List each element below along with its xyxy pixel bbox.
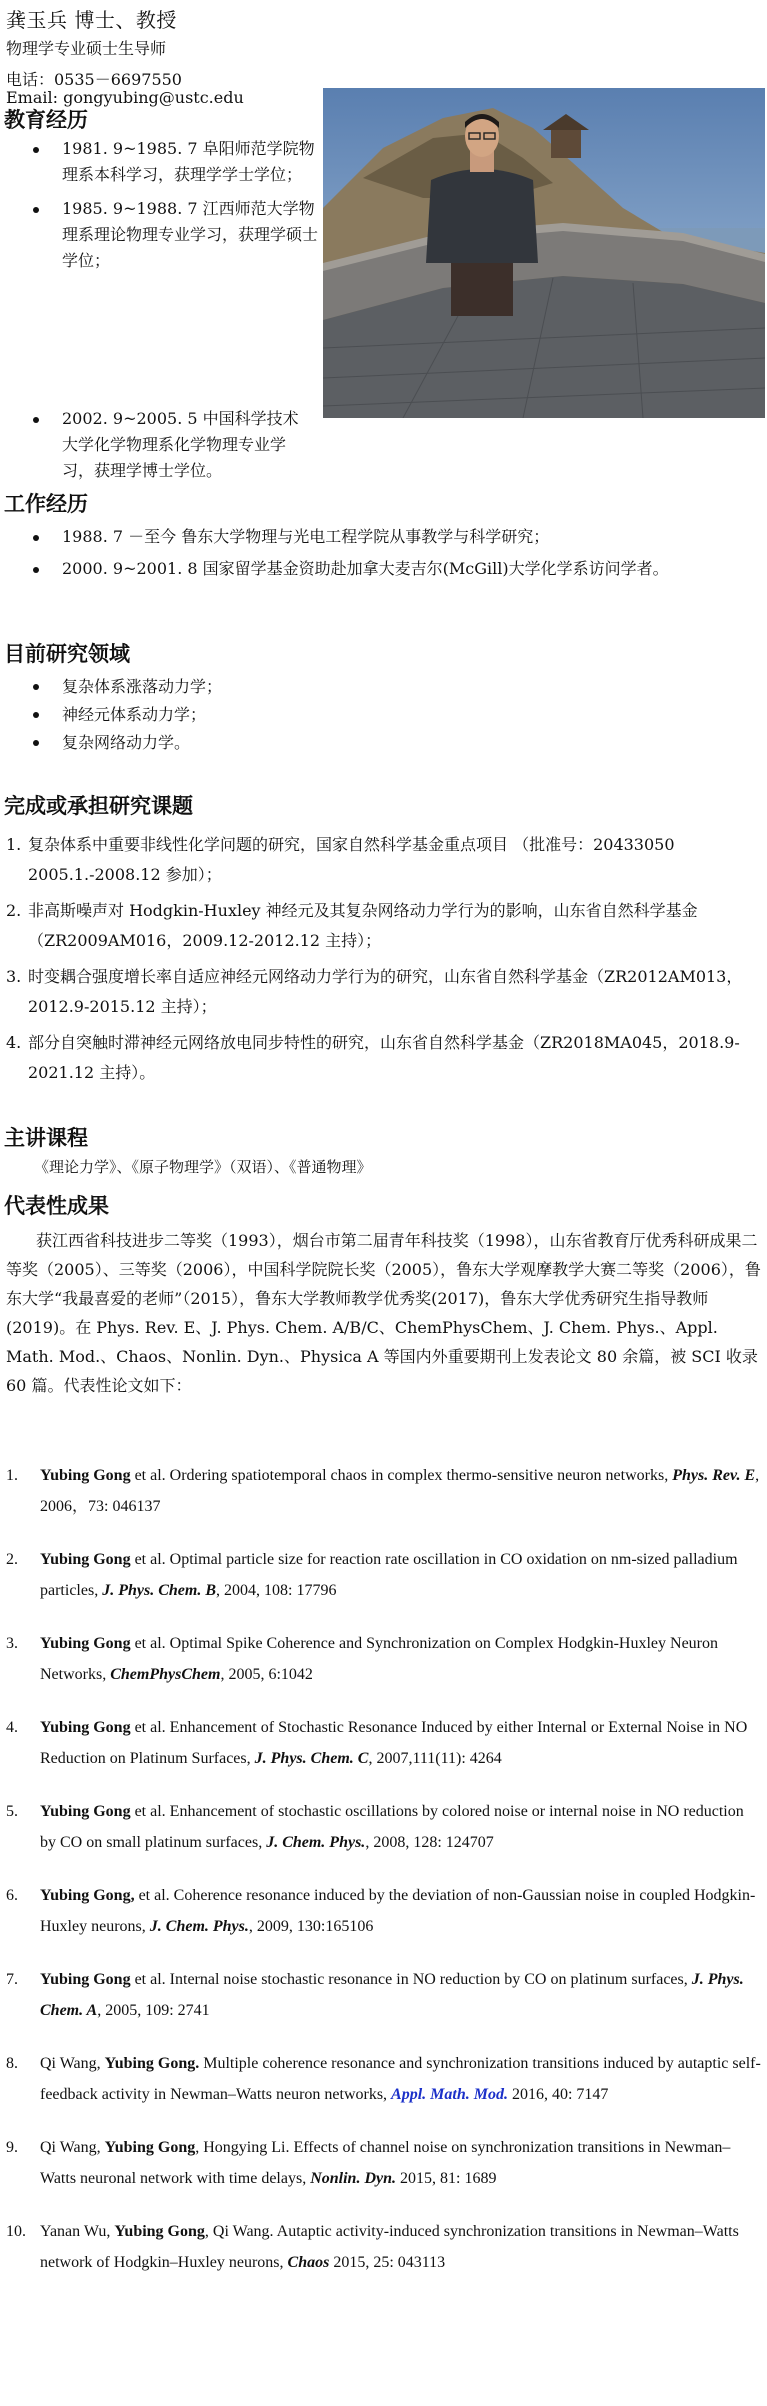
- publication-citation: , 2009, 130:165106: [248, 1918, 374, 1935]
- list-item: 神经元体系动力学；: [0, 701, 762, 729]
- publication-citation: 2015, 81: 1689: [396, 2170, 497, 2187]
- publication-number: 4.: [6, 1719, 18, 1736]
- list-item: 1985. 9~1988. 7 江西师范大学物理系理论物理专业学习，获理学硕士学位；: [0, 196, 318, 274]
- publication-number: 6.: [6, 1887, 18, 1904]
- research-list: [0, 673, 762, 757]
- publication-citation: , 2007,111(11): 4264: [368, 1750, 502, 1767]
- publication-item: [0, 1712, 762, 1774]
- publication-item: [0, 2132, 762, 2194]
- publication-number: 5.: [6, 1803, 18, 1820]
- publication-item: [0, 1880, 762, 1942]
- publication-citation: , 2005, 109: 2741: [97, 2002, 210, 2019]
- publication-citation: , 2004, 108: 17796: [216, 1582, 337, 1599]
- list-item: [0, 962, 762, 1022]
- publication-number: 2.: [6, 1551, 18, 1568]
- publication-author: Yubing Gong: [40, 1719, 131, 1736]
- publications-list: [0, 1460, 762, 2278]
- education-heading: 教育经历: [4, 107, 88, 132]
- publication-journal: Appl. Math. Mod.: [391, 2086, 508, 2103]
- publication-title: et al. Optimal Spike Coherence and Synchronization on Complex Hodgkin-Huxley Neuron Networks,: [40, 1635, 719, 1683]
- publication-title: , Qi Wang. Autaptic activity-induced synchronization transitions in Newman–Watts network of Hodgkin–Huxley neurons,: [40, 2223, 739, 2271]
- publication-journal: Phys. Rev. E: [672, 1467, 756, 1484]
- publication-journal: Nonlin. Dyn.: [310, 2170, 396, 2187]
- publication-item: [0, 1628, 762, 1690]
- item-text: 复杂体系中重要非线性化学问题的研究，国家自然科学基金重点项目 （批准号：20433050 2005.1.-2008.12 参加）；: [28, 835, 675, 884]
- publication-number: 8.: [6, 2055, 18, 2072]
- publication-author: Yubing Gong: [40, 1467, 131, 1484]
- list-item: [0, 896, 762, 956]
- publication-title: Multiple coherence resonance and synchronization transitions induced by autaptic self-feedback activity in Newman–Watts neuron networks,: [40, 2055, 761, 2103]
- publication-item: [0, 2216, 762, 2278]
- name-title: 龚玉兵 博士、教授: [6, 8, 177, 32]
- projects-heading: 完成或承担研究课题: [4, 793, 193, 818]
- advisor-line: 物理学专业硕士生导师: [6, 39, 167, 58]
- achievements-heading: 代表性成果: [4, 1193, 109, 1218]
- publication-number: 9.: [6, 2139, 18, 2156]
- publication-title: et al. Internal noise stochastic resonance in NO reduction by CO on platinum surfaces,: [130, 1971, 692, 1988]
- list-item: 2000. 9~2001. 8 国家留学基金资助赴加拿大麦吉尔(McGill)大学化学系访问学者。: [0, 556, 762, 582]
- item-text: 非高斯噪声对 Hodgkin-Huxley 神经元及其复杂网络动力学行为的影响，山东省自然科学基金（ZR2009AM016，2009.12-2012.12 主持）；: [28, 901, 698, 950]
- item-number: 2.: [6, 901, 22, 920]
- list-item: 复杂体系涨落动力学；: [0, 673, 762, 701]
- list-item: 1981. 9~1985. 7 阜阳师范学院物理系本科学习，获理学学士学位；: [0, 136, 318, 188]
- education-list: [0, 136, 318, 282]
- publication-journal: J. Chem. Phys.: [149, 1918, 249, 1935]
- publication-item: [0, 1796, 762, 1858]
- projects-list: [0, 830, 762, 1094]
- publication-journal: J. Phys. Chem. A: [40, 1971, 744, 2019]
- publication-citation: 2016, 40: 7147: [507, 2086, 609, 2103]
- publication-citation: , 2005, 6:1042: [220, 1666, 313, 1683]
- publication-citation: , 2008, 128: 124707: [365, 1834, 494, 1851]
- publication-item: [0, 1964, 762, 2026]
- publication-author: Yubing Gong: [40, 1971, 131, 1988]
- publication-number: 10.: [6, 2223, 26, 2240]
- publication-item: [0, 1544, 762, 1606]
- list-item: 2002. 9~2005. 5 中国科学技术大学化学物理系化学物理专业学习，获理学博士学位。: [0, 406, 310, 484]
- publication-title: et al. Enhancement of Stochastic Resonance Induced by either Internal or External Noise in NO Reduction on Platinum Surfaces,: [40, 1719, 748, 1767]
- publication-journal: ChemPhysChem: [110, 1666, 221, 1683]
- item-text: 部分自突触时滞神经元网络放电同步特性的研究，山东省自然科学基金（ZR2018MA045，2018.9-2021.12 主持）。: [28, 1033, 740, 1082]
- list-item: [0, 1028, 762, 1088]
- publication-journal: J. Phys. Chem. B: [102, 1582, 216, 1599]
- email-line: Email: gongyubing@ustc.edu: [6, 88, 244, 107]
- courses-heading: 主讲课程: [4, 1125, 88, 1150]
- publication-coauthors: Qi Wang,: [40, 2055, 105, 2072]
- list-item: 复杂网络动力学。: [0, 729, 762, 757]
- publication-title: et al. Enhancement of stochastic oscillations by colored noise or internal noise in NO reduction by CO on small platinum surfaces,: [40, 1803, 744, 1851]
- education-list-cont: [0, 406, 762, 484]
- research-heading: 目前研究领域: [4, 641, 130, 666]
- publication-number: 7.: [6, 1971, 18, 1988]
- publication-journal: J. Phys. Chem. C: [254, 1750, 369, 1767]
- publication-number: 1.: [6, 1467, 18, 1484]
- publication-coauthors: Qi Wang,: [40, 2139, 105, 2156]
- list-item: [0, 830, 762, 890]
- achievements-paragraph: 获江西省科技进步二等奖（1993），烟台市第二届青年科技奖（1998），山东省教育厅优秀科研成果二等奖（2005）、三等奖（2006），中国科学院院长奖（2005），鲁东大学观摩教学大赛二等奖（2006），鲁东大学“我最喜爱的老师”（2015），鲁东大学教师教学优秀奖(2017)，鲁东大学优秀研究生指导教师(2019)。在 Phys. Rev. E、J. Phys. Chem. A/B/C、ChemPhysChem、J. Chem. Phys.、Appl. Math. Mod.、Chaos、Nonlin. Dyn.、Physica A 等国内外重要期刊上发表论文 80 余篇，被 SCI 收录 60 篇。代表性论文如下：: [6, 1231, 761, 1395]
- publication-title: et al. Optimal particle size for reaction rate oscillation in CO oxidation on nm-sized palladium particles,: [40, 1551, 738, 1599]
- list-item: 1988. 7 －至今 鲁东大学物理与光电工程学院从事教学与科学研究；: [0, 524, 762, 550]
- publication-title: et al. Coherence resonance induced by the deviation of non-Gaussian noise in coupled Hodgkin-Huxley neurons,: [40, 1887, 756, 1935]
- publication-author: Yubing Gong: [114, 2223, 205, 2240]
- publication-title: , Hongying Li. Effects of channel noise on synchronization transitions in Newman–Watts neuronal network with time delays,: [40, 2139, 731, 2187]
- work-heading: 工作经历: [4, 491, 88, 516]
- publication-author: Yubing Gong,: [40, 1887, 135, 1904]
- publication-author: Yubing Gong.: [104, 2055, 200, 2072]
- publication-author: Yubing Gong: [40, 1635, 131, 1652]
- publication-author: Yubing Gong: [104, 2139, 196, 2156]
- publication-journal: Chaos: [287, 2254, 330, 2271]
- item-text: 时变耦合强度增长率自适应神经元网络动力学行为的研究，山东省自然科学基金（ZR2012AM013，2012.9-2015.12 主持）；: [28, 967, 743, 1016]
- publication-author: Yubing Gong: [40, 1803, 131, 1820]
- publication-title: et al. Ordering spatiotemporal chaos in complex thermo-sensitive neuron networks,: [130, 1467, 673, 1484]
- phone-line: 电话：0535－6697550: [6, 70, 182, 89]
- item-number: 3.: [6, 967, 22, 986]
- publication-item: [0, 2048, 762, 2110]
- work-list: [0, 524, 762, 582]
- portrait-photo: [323, 88, 765, 418]
- publication-journal: J. Chem. Phys.: [266, 1834, 366, 1851]
- publication-number: 3.: [6, 1635, 18, 1652]
- publication-item: [0, 1460, 762, 1522]
- publication-coauthors: Yanan Wu,: [40, 2223, 115, 2240]
- item-number: 4.: [6, 1033, 22, 1052]
- publication-author: Yubing Gong: [40, 1551, 131, 1568]
- publication-citation: 2015, 25: 043113: [329, 2254, 446, 2271]
- publication-citation: , 2006，73: 046137: [40, 1467, 760, 1515]
- portrait-photo-icon: [323, 88, 765, 418]
- item-number: 1.: [6, 835, 22, 854]
- courses-text: 《理论力学》、《原子物理学》（双语）、《普通物理》: [34, 1158, 372, 1176]
